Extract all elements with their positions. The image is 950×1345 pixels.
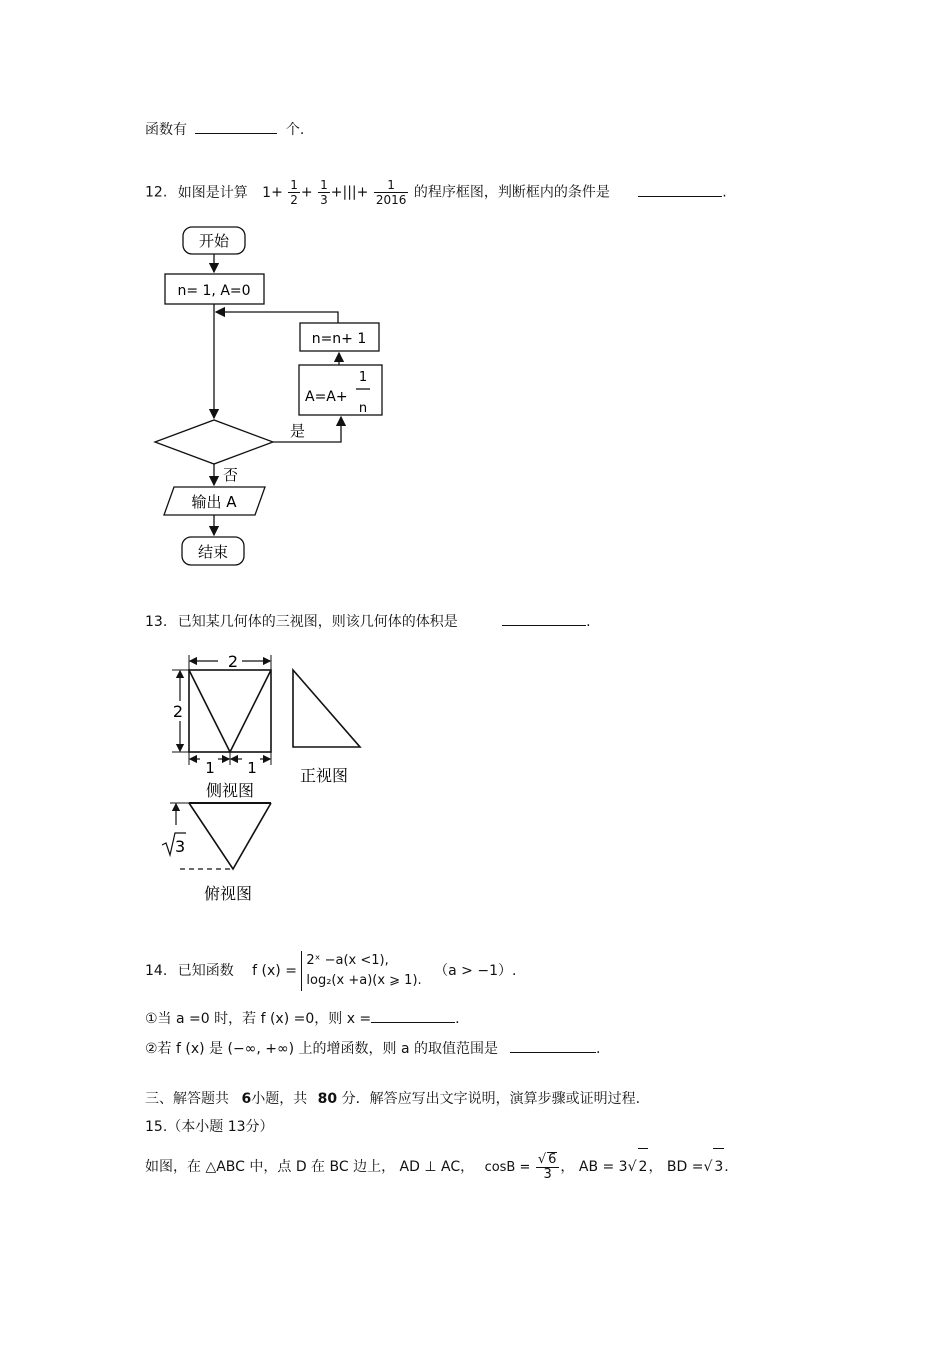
q12-lead: 如图是计算	[177, 184, 248, 201]
q12-tail: 的程序框图，判断框内的条件是	[413, 184, 610, 201]
q14-part2-end: .	[596, 1041, 601, 1057]
q15-bd-root: 3	[713, 1148, 724, 1185]
q13-end: .	[586, 614, 591, 630]
q12-frac-last-num: 1	[374, 178, 409, 193]
q12-frac1-num: 1	[290, 178, 298, 192]
q12-expr-one: 1	[262, 184, 272, 201]
q13-line	[145, 611, 591, 631]
q14-part1-text: ①当 a =0 时，若 f (x) =0，则 x =	[145, 1011, 372, 1027]
side-dim-bottom-right-label: 1	[247, 759, 257, 777]
side-view-caption: 侧视图	[205, 781, 255, 800]
side-dim-left-label: 2	[172, 702, 184, 721]
flow-decision-diamond	[155, 420, 273, 464]
flow-accum-den: n	[358, 401, 368, 416]
q15-line: 如图，在 △ABC 中，点 D 在 BC 边上， AD ⊥ AC， cosB = $\frac{√ 6}{3}$ ， AB = 3√ 2， BD =√ 3.	[145, 1148, 729, 1186]
q15-bd: ， BD =	[648, 1159, 704, 1175]
q14-lead: 已知函数	[177, 963, 234, 979]
q12-frac2-num: 1	[320, 178, 328, 192]
q15-ab-root: 2	[638, 1148, 649, 1185]
q11-answer-blank[interactable]	[195, 119, 277, 134]
q12-frac-half	[288, 178, 300, 207]
q12-plus-2: +	[300, 184, 313, 201]
three-views-figure	[150, 645, 390, 910]
q14-part1	[145, 1008, 460, 1028]
top-view-v-lines	[189, 803, 271, 869]
q15-lead: 如图，在 △ABC 中，点 D 在 BC 边上， AD ⊥ AC，	[145, 1159, 475, 1175]
flow-no-label: 否	[223, 466, 239, 484]
q12-line	[145, 178, 727, 207]
section3-pre: 三、解答题共	[145, 1091, 229, 1107]
flow-output-label: 输出 A	[191, 493, 237, 511]
q12-plus-3: +	[330, 184, 343, 201]
q12-number: 12.	[145, 184, 168, 201]
q11-unit: 个.	[285, 122, 305, 138]
q14-part1-blank[interactable]	[371, 1008, 455, 1023]
q12-frac-third	[318, 178, 330, 207]
q13-number: 13.	[145, 614, 168, 630]
front-view-caption: 正视图	[299, 766, 349, 785]
section3-post: 分．解答应写出文字说明，演算步骤或证明过程.	[341, 1091, 641, 1107]
q12-frac-last-den: 2016	[375, 193, 407, 207]
q14-part2-blank[interactable]	[510, 1038, 596, 1053]
q14-line	[145, 951, 516, 991]
q15-ab: ， AB = 3	[560, 1159, 628, 1175]
flow-start-label: 开始	[198, 232, 230, 250]
q15-end: .	[724, 1159, 729, 1175]
q15-cos-num: 6	[548, 1152, 557, 1167]
side-dim-top-label: 2	[227, 652, 239, 671]
q12-plus-4: +	[356, 184, 369, 201]
section3-score: 80	[317, 1091, 338, 1107]
q14-case1: 2ˣ −a(x <1),	[306, 953, 389, 968]
q12-ellipsis: |||	[342, 184, 357, 201]
q14-case2: log₂(x +a)(x ⩾ 1).	[306, 973, 422, 988]
q12-plus: +	[271, 184, 283, 201]
q13-text: 已知某几何体的三视图，则该几何体的体积是	[177, 614, 458, 630]
q15-cos-den: 3	[543, 1167, 552, 1182]
q14-fx: f (x) =	[252, 963, 297, 979]
flow-yes-label: 是	[290, 422, 306, 440]
q12-frac-last	[374, 178, 409, 207]
q14-part2	[145, 1038, 600, 1058]
q12-frac2-den: 3	[320, 193, 328, 207]
flowchart	[140, 222, 400, 572]
q13-answer-blank[interactable]	[502, 611, 586, 626]
side-dim-bottom-left-label: 1	[205, 759, 215, 777]
q15-cos-frac	[536, 1152, 560, 1182]
top-view-height-label: 3	[175, 837, 186, 856]
flow-end-label: 结束	[197, 543, 229, 561]
flow-loop-back	[216, 312, 338, 323]
q12-frac1-den: 2	[290, 193, 298, 207]
section3-count: 6	[241, 1091, 252, 1107]
flow-accum-prefix: A=A+	[305, 389, 348, 405]
q15-cos-num-wrap: √ 6	[536, 1152, 560, 1168]
side-view-square	[189, 670, 271, 752]
q11-text: 函数有	[145, 122, 187, 138]
section3-mid: 小题，共	[251, 1091, 308, 1107]
q14-part2-text: ②若 f (x) 是 (−∞, +∞) 上的增函数，则 a 的取值范围是	[145, 1041, 499, 1057]
q12-answer-blank[interactable]	[638, 182, 722, 197]
q11-tail	[145, 119, 304, 139]
q15-heading: 15.（本小题 13分）	[145, 1119, 274, 1135]
q14-condition: （a > −1）.	[434, 963, 517, 979]
flow-init-label: n= 1, A=0	[177, 283, 251, 299]
top-view-caption: 俯视图	[203, 884, 253, 903]
flow-yes-branch	[273, 417, 341, 442]
q12-end: .	[722, 184, 727, 201]
q14-piecewise	[301, 951, 421, 991]
flow-accum-num: 1	[358, 370, 368, 385]
q14-number: 14.	[145, 963, 168, 979]
section3-header	[145, 1090, 640, 1108]
flow-increment-label: n=n+ 1	[311, 331, 367, 347]
q14-part1-end: .	[455, 1011, 460, 1027]
q15-cosb: cosB =	[484, 1160, 531, 1175]
front-view-triangle	[293, 670, 360, 747]
side-view-v-lines	[189, 670, 271, 752]
